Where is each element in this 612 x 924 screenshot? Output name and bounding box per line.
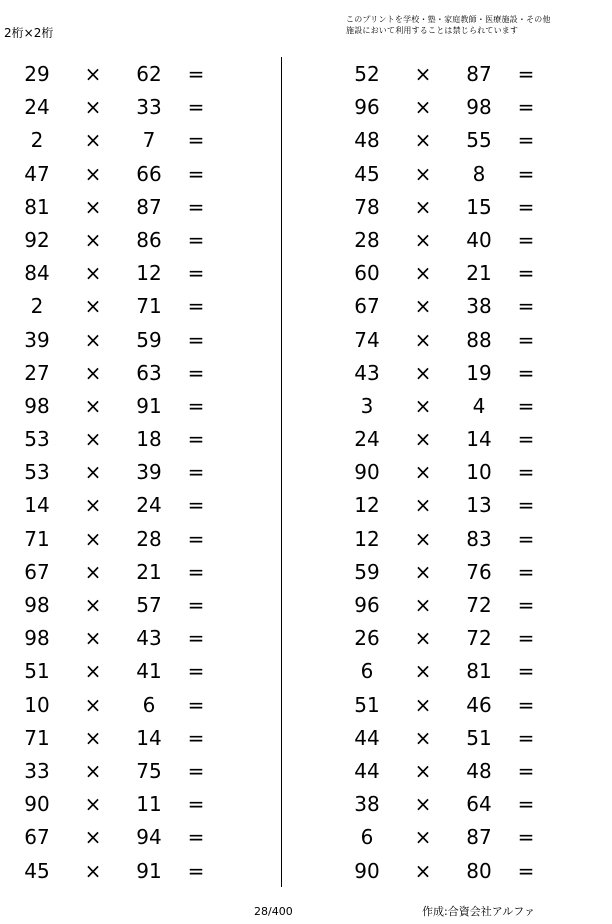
second-operand: 10 bbox=[466, 460, 492, 485]
second-operand: 57 bbox=[136, 593, 162, 617]
equals-sign: = bbox=[187, 128, 205, 153]
second-operand: 83 bbox=[466, 526, 492, 551]
second-operand: 11 bbox=[136, 792, 162, 817]
second-operand: 76 bbox=[466, 559, 492, 584]
equals-sign: = bbox=[187, 327, 205, 352]
problem-row bbox=[330, 689, 570, 722]
equals-sign: = bbox=[517, 758, 535, 783]
problem-row bbox=[0, 158, 240, 191]
equals-sign: = bbox=[187, 161, 205, 186]
first-operand: 90 bbox=[354, 858, 380, 883]
times-sign: × bbox=[414, 161, 432, 186]
equals-sign: = bbox=[187, 427, 205, 452]
first-operand: 27 bbox=[24, 360, 50, 385]
first-operand: 98 bbox=[24, 626, 50, 651]
times-sign: × bbox=[414, 858, 432, 883]
second-operand: 12 bbox=[136, 261, 162, 286]
times-sign: × bbox=[414, 227, 432, 252]
problem-row bbox=[330, 722, 570, 755]
times-sign: × bbox=[84, 792, 102, 817]
times-sign: × bbox=[414, 62, 432, 86]
times-sign: × bbox=[414, 692, 432, 717]
author-credit: 作成:合資会社アルファ bbox=[422, 905, 536, 918]
times-sign: × bbox=[414, 327, 432, 352]
second-operand: 39 bbox=[136, 460, 162, 485]
first-operand: 38 bbox=[354, 792, 380, 817]
second-operand: 14 bbox=[466, 427, 492, 452]
equals-sign: = bbox=[187, 460, 205, 485]
times-sign: × bbox=[84, 593, 102, 617]
second-operand: 72 bbox=[466, 626, 492, 651]
equals-sign: = bbox=[187, 692, 205, 717]
first-operand: 29 bbox=[24, 62, 50, 86]
equals-sign: = bbox=[517, 360, 535, 385]
second-operand: 40 bbox=[466, 227, 492, 252]
times-sign: × bbox=[414, 95, 432, 120]
second-operand: 98 bbox=[466, 95, 492, 120]
problem-row bbox=[0, 124, 240, 157]
second-operand: 24 bbox=[136, 493, 162, 518]
problem-row bbox=[0, 224, 240, 257]
second-operand: 7 bbox=[142, 128, 156, 153]
second-operand: 86 bbox=[136, 227, 162, 252]
first-operand: 24 bbox=[354, 427, 380, 452]
problem-row bbox=[330, 257, 570, 290]
first-operand: 71 bbox=[24, 526, 50, 551]
equals-sign: = bbox=[517, 858, 535, 883]
first-operand: 51 bbox=[354, 692, 380, 717]
problem-row bbox=[330, 124, 570, 157]
equals-sign: = bbox=[187, 393, 205, 418]
first-operand: 44 bbox=[354, 758, 380, 783]
second-operand: 88 bbox=[466, 327, 492, 352]
times-sign: × bbox=[84, 194, 102, 219]
second-operand: 21 bbox=[466, 261, 492, 286]
problem-row bbox=[330, 224, 570, 257]
times-sign: × bbox=[84, 559, 102, 584]
first-operand: 90 bbox=[24, 792, 50, 817]
first-operand: 96 bbox=[354, 95, 380, 120]
equals-sign: = bbox=[187, 360, 205, 385]
times-sign: × bbox=[414, 792, 432, 817]
times-sign: × bbox=[414, 593, 432, 617]
second-operand: 15 bbox=[466, 194, 492, 219]
problem-row bbox=[330, 622, 570, 655]
second-operand: 4 bbox=[472, 393, 486, 418]
first-operand: 74 bbox=[354, 327, 380, 352]
problem-row bbox=[330, 91, 570, 124]
equals-sign: = bbox=[517, 626, 535, 651]
second-operand: 55 bbox=[466, 128, 492, 153]
second-operand: 51 bbox=[466, 725, 492, 750]
second-operand: 71 bbox=[136, 294, 162, 319]
second-operand: 72 bbox=[466, 593, 492, 617]
times-sign: × bbox=[84, 493, 102, 518]
second-operand: 94 bbox=[136, 825, 162, 850]
times-sign: × bbox=[84, 460, 102, 485]
first-operand: 51 bbox=[24, 659, 50, 684]
first-operand: 96 bbox=[354, 593, 380, 617]
second-operand: 19 bbox=[466, 360, 492, 385]
problem-row bbox=[0, 423, 240, 456]
problem-row bbox=[330, 158, 570, 191]
second-operand: 18 bbox=[136, 427, 162, 452]
problem-row bbox=[0, 722, 240, 755]
problem-row bbox=[0, 324, 240, 357]
first-operand: 92 bbox=[24, 227, 50, 252]
equals-sign: = bbox=[517, 559, 535, 584]
first-operand: 84 bbox=[24, 261, 50, 286]
first-operand: 71 bbox=[24, 725, 50, 750]
equals-sign: = bbox=[517, 194, 535, 219]
usage-notice-line-1: このプリントを学校・塾・家庭教師・医療施設・その他 bbox=[346, 15, 551, 24]
first-operand: 6 bbox=[360, 825, 374, 850]
times-sign: × bbox=[84, 360, 102, 385]
second-operand: 33 bbox=[136, 95, 162, 120]
times-sign: × bbox=[414, 393, 432, 418]
problem-row bbox=[330, 390, 570, 423]
first-operand: 12 bbox=[354, 526, 380, 551]
problem-row bbox=[330, 456, 570, 489]
first-operand: 33 bbox=[24, 758, 50, 783]
equals-sign: = bbox=[517, 825, 535, 850]
usage-notice-line-2: 施設において利用することは禁じられています bbox=[346, 26, 519, 35]
equals-sign: = bbox=[187, 526, 205, 551]
problem-row bbox=[0, 191, 240, 224]
times-sign: × bbox=[414, 427, 432, 452]
equals-sign: = bbox=[187, 62, 205, 86]
times-sign: × bbox=[414, 194, 432, 219]
times-sign: × bbox=[84, 227, 102, 252]
second-operand: 14 bbox=[136, 725, 162, 750]
first-operand: 67 bbox=[24, 559, 50, 584]
second-operand: 81 bbox=[466, 659, 492, 684]
equals-sign: = bbox=[187, 725, 205, 750]
equals-sign: = bbox=[187, 227, 205, 252]
equals-sign: = bbox=[187, 95, 205, 120]
first-operand: 53 bbox=[24, 460, 50, 485]
first-operand: 81 bbox=[24, 194, 50, 219]
equals-sign: = bbox=[187, 493, 205, 518]
second-operand: 62 bbox=[136, 62, 162, 86]
usage-notice bbox=[346, 14, 596, 36]
second-operand: 13 bbox=[466, 493, 492, 518]
problem-row bbox=[330, 855, 570, 888]
equals-sign: = bbox=[517, 327, 535, 352]
problem-row bbox=[0, 755, 240, 788]
first-operand: 78 bbox=[354, 194, 380, 219]
times-sign: × bbox=[84, 128, 102, 153]
equals-sign: = bbox=[517, 128, 535, 153]
first-operand: 28 bbox=[354, 227, 380, 252]
first-operand: 98 bbox=[24, 593, 50, 617]
first-operand: 3 bbox=[360, 393, 374, 418]
first-operand: 10 bbox=[24, 692, 50, 717]
equals-sign: = bbox=[187, 758, 205, 783]
second-operand: 28 bbox=[136, 526, 162, 551]
second-operand: 8 bbox=[472, 161, 486, 186]
equals-sign: = bbox=[187, 593, 205, 617]
equals-sign: = bbox=[517, 460, 535, 485]
problem-row bbox=[330, 324, 570, 357]
times-sign: × bbox=[84, 261, 102, 286]
times-sign: × bbox=[84, 626, 102, 651]
problem-row bbox=[0, 58, 240, 91]
first-operand: 39 bbox=[24, 327, 50, 352]
equals-sign: = bbox=[187, 294, 205, 319]
second-operand: 91 bbox=[136, 393, 162, 418]
times-sign: × bbox=[84, 858, 102, 883]
problem-row bbox=[330, 755, 570, 788]
equals-sign: = bbox=[517, 593, 535, 617]
times-sign: × bbox=[414, 659, 432, 684]
times-sign: × bbox=[84, 725, 102, 750]
equals-sign: = bbox=[517, 261, 535, 286]
second-operand: 46 bbox=[466, 692, 492, 717]
first-operand: 45 bbox=[24, 858, 50, 883]
left-problem-column bbox=[0, 58, 240, 888]
times-sign: × bbox=[84, 659, 102, 684]
second-operand: 63 bbox=[136, 360, 162, 385]
second-operand: 87 bbox=[466, 825, 492, 850]
first-operand: 53 bbox=[24, 427, 50, 452]
first-operand: 26 bbox=[354, 626, 380, 651]
equals-sign: = bbox=[187, 559, 205, 584]
times-sign: × bbox=[84, 294, 102, 319]
equals-sign: = bbox=[517, 294, 535, 319]
first-operand: 98 bbox=[24, 393, 50, 418]
times-sign: × bbox=[414, 526, 432, 551]
second-operand: 48 bbox=[466, 758, 492, 783]
problem-row bbox=[0, 489, 240, 522]
times-sign: × bbox=[414, 460, 432, 485]
problem-row bbox=[0, 655, 240, 688]
equals-sign: = bbox=[187, 659, 205, 684]
worksheet-title: 2桁×2桁 bbox=[4, 26, 54, 40]
equals-sign: = bbox=[187, 626, 205, 651]
second-operand: 66 bbox=[136, 161, 162, 186]
problem-row bbox=[0, 556, 240, 589]
equals-sign: = bbox=[187, 858, 205, 883]
problem-row bbox=[330, 423, 570, 456]
times-sign: × bbox=[414, 360, 432, 385]
times-sign: × bbox=[414, 725, 432, 750]
problem-row bbox=[0, 523, 240, 556]
first-operand: 2 bbox=[30, 128, 44, 153]
equals-sign: = bbox=[187, 825, 205, 850]
equals-sign: = bbox=[517, 62, 535, 86]
times-sign: × bbox=[84, 95, 102, 120]
first-operand: 6 bbox=[360, 659, 374, 684]
first-operand: 60 bbox=[354, 261, 380, 286]
problem-row bbox=[0, 689, 240, 722]
problem-row bbox=[330, 357, 570, 390]
times-sign: × bbox=[84, 161, 102, 186]
problem-row bbox=[0, 855, 240, 888]
equals-sign: = bbox=[517, 393, 535, 418]
equals-sign: = bbox=[517, 95, 535, 120]
times-sign: × bbox=[414, 559, 432, 584]
problem-row bbox=[330, 655, 570, 688]
equals-sign: = bbox=[517, 493, 535, 518]
first-operand: 59 bbox=[354, 559, 380, 584]
problem-row bbox=[330, 191, 570, 224]
second-operand: 43 bbox=[136, 626, 162, 651]
first-operand: 14 bbox=[24, 493, 50, 518]
problem-row bbox=[330, 589, 570, 622]
problem-row bbox=[0, 456, 240, 489]
times-sign: × bbox=[84, 327, 102, 352]
equals-sign: = bbox=[517, 227, 535, 252]
problem-row bbox=[0, 390, 240, 423]
problem-row bbox=[330, 556, 570, 589]
second-operand: 41 bbox=[136, 659, 162, 684]
times-sign: × bbox=[84, 393, 102, 418]
column-divider bbox=[281, 57, 282, 887]
problem-row bbox=[0, 357, 240, 390]
second-operand: 80 bbox=[466, 858, 492, 883]
problem-row bbox=[0, 91, 240, 124]
first-operand: 67 bbox=[24, 825, 50, 850]
second-operand: 21 bbox=[136, 559, 162, 584]
times-sign: × bbox=[414, 626, 432, 651]
second-operand: 38 bbox=[466, 294, 492, 319]
times-sign: × bbox=[84, 825, 102, 850]
problem-row bbox=[330, 821, 570, 854]
equals-sign: = bbox=[187, 261, 205, 286]
times-sign: × bbox=[414, 758, 432, 783]
times-sign: × bbox=[414, 261, 432, 286]
problem-row bbox=[0, 290, 240, 323]
times-sign: × bbox=[84, 62, 102, 86]
problem-row bbox=[330, 489, 570, 522]
first-operand: 44 bbox=[354, 725, 380, 750]
first-operand: 90 bbox=[354, 460, 380, 485]
problem-row bbox=[330, 58, 570, 91]
equals-sign: = bbox=[517, 792, 535, 817]
equals-sign: = bbox=[517, 659, 535, 684]
first-operand: 2 bbox=[30, 294, 44, 319]
problem-row bbox=[0, 589, 240, 622]
times-sign: × bbox=[414, 825, 432, 850]
second-operand: 64 bbox=[466, 792, 492, 817]
equals-sign: = bbox=[517, 427, 535, 452]
first-operand: 48 bbox=[354, 128, 380, 153]
first-operand: 67 bbox=[354, 294, 380, 319]
equals-sign: = bbox=[187, 194, 205, 219]
problem-row bbox=[0, 821, 240, 854]
first-operand: 47 bbox=[24, 161, 50, 186]
times-sign: × bbox=[84, 427, 102, 452]
equals-sign: = bbox=[517, 692, 535, 717]
second-operand: 91 bbox=[136, 858, 162, 883]
problem-row bbox=[330, 290, 570, 323]
first-operand: 43 bbox=[354, 360, 380, 385]
right-problem-column bbox=[330, 58, 570, 888]
first-operand: 52 bbox=[354, 62, 380, 86]
times-sign: × bbox=[84, 758, 102, 783]
times-sign: × bbox=[414, 128, 432, 153]
equals-sign: = bbox=[517, 725, 535, 750]
second-operand: 87 bbox=[466, 62, 492, 86]
equals-sign: = bbox=[517, 526, 535, 551]
times-sign: × bbox=[414, 493, 432, 518]
problem-row bbox=[330, 788, 570, 821]
times-sign: × bbox=[84, 692, 102, 717]
first-operand: 45 bbox=[354, 161, 380, 186]
second-operand: 59 bbox=[136, 327, 162, 352]
second-operand: 6 bbox=[142, 692, 156, 717]
first-operand: 12 bbox=[354, 493, 380, 518]
problem-row bbox=[0, 622, 240, 655]
times-sign: × bbox=[414, 294, 432, 319]
problem-row bbox=[0, 788, 240, 821]
page-number: 28/400 bbox=[254, 905, 293, 918]
times-sign: × bbox=[84, 526, 102, 551]
second-operand: 75 bbox=[136, 758, 162, 783]
equals-sign: = bbox=[517, 161, 535, 186]
first-operand: 24 bbox=[24, 95, 50, 120]
problem-row bbox=[0, 257, 240, 290]
second-operand: 87 bbox=[136, 194, 162, 219]
equals-sign: = bbox=[187, 792, 205, 817]
problem-row bbox=[330, 523, 570, 556]
